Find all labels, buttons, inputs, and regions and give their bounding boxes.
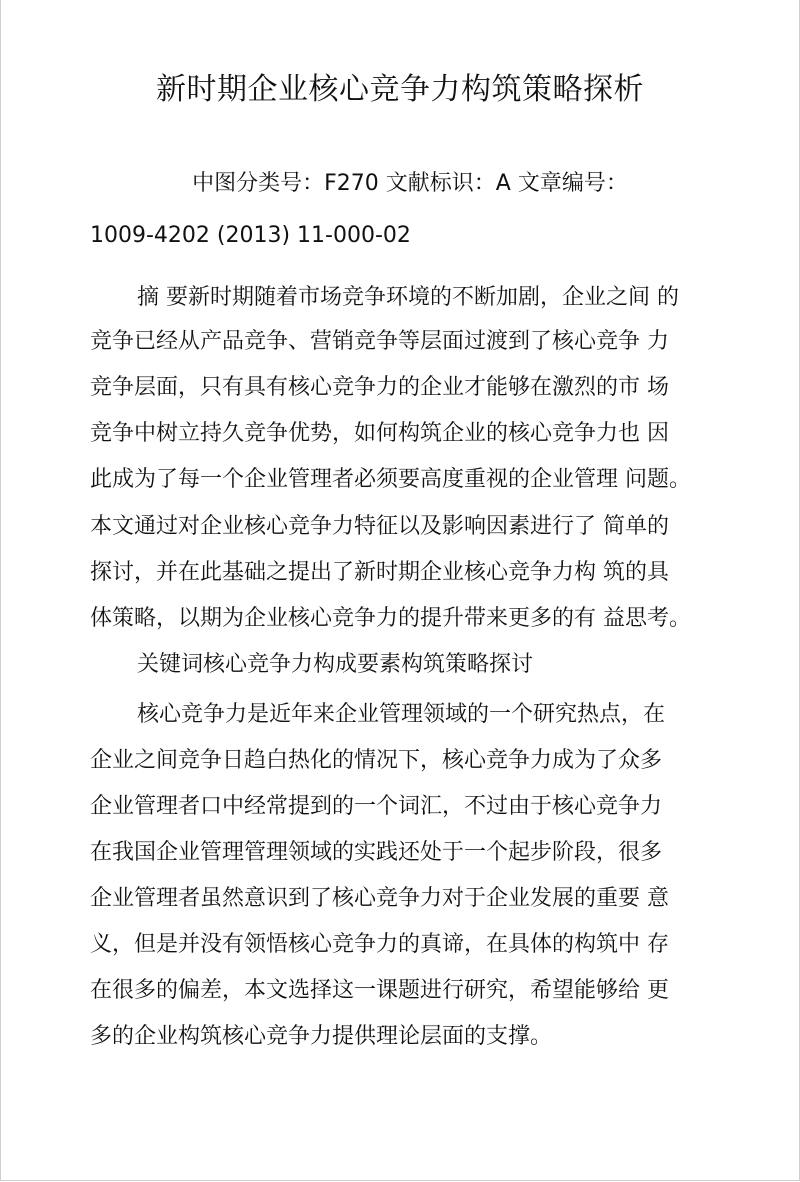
body-line: 多的企业构筑核心竞争力提供理论层面的支撑。 [90, 1024, 553, 1049]
abstract-line: 竞争已经从产品竞争、营销竞争等层面过渡到了核心竞争 力 [90, 329, 669, 354]
body-line: 企业管理者口中经常提到的一个词汇，不过由于核心竞争力 [90, 794, 663, 819]
keywords-line: 关键词核心竞争力构成要素构筑策略探讨 [137, 652, 534, 677]
classification-line: 中图分类号：F270 文献标识：A 文章编号： [192, 171, 628, 196]
body-line: 企业之间竞争日趋白热化的情况下，核心竞争力成为了众多 [90, 748, 663, 773]
body-line: 在很多的偏差，本文选择这一课题进行研究，希望能够给 更 [90, 978, 669, 1003]
abstract-line: 竞争中树立持久竞争优势，如何构筑企业的核心竞争力也 因 [90, 421, 669, 446]
article-number-line: 1009-4202 (2013) 11-000-02 [90, 223, 411, 248]
body-line: 企业管理者虽然意识到了核心竞争力对于企业发展的重要 意 [90, 886, 669, 911]
abstract-line: 体策略，以期为企业核心竞争力的提升带来更多的有 益思考。 [90, 606, 691, 631]
body-line: 核心竞争力是近年来企业管理领域的一个研究热点，在 [137, 702, 666, 727]
abstract-line: 此成为了每一个企业管理者必须要高度重视的企业管理 问题。 [90, 467, 691, 492]
page-title: 新时期企业核心竞争力构筑策略探析 [156, 72, 644, 107]
body-line: 义，但是并没有领悟核心竞争力的真谛，在具体的构筑中 存 [90, 932, 669, 957]
abstract-line: 探讨，并在此基础之提出了新时期企业核心竞争力构 筑的具 [90, 560, 669, 585]
body-line: 在我国企业管理管理领域的实践还处于一个起步阶段，很多 [90, 840, 663, 865]
abstract-line: 本文通过对企业核心竞争力特征以及影响因素进行了 简单的 [90, 514, 669, 539]
abstract-line: 竞争层面，只有具有核心竞争力的企业才能够在激烈的市 场 [90, 375, 669, 400]
abstract-line: 摘 要新时期随着市场竞争环境的不断加剧，企业之间 的 [137, 285, 679, 310]
